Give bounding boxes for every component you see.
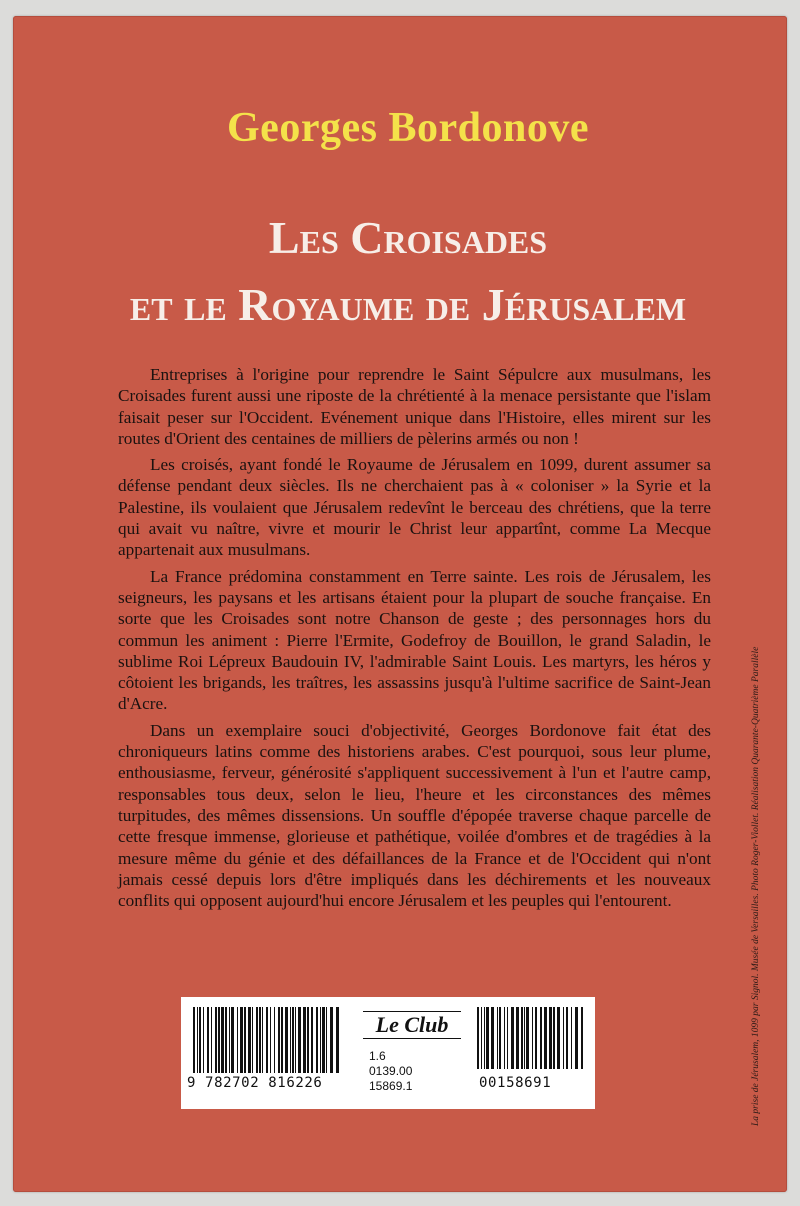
barcode-label [181,997,595,1109]
barcode-bar [215,1007,217,1073]
barcode-bar [326,1007,327,1073]
reference-barcode [477,1007,585,1069]
barcode-bar [481,1007,482,1069]
barcode-bar [290,1007,291,1073]
barcode-bar [336,1007,339,1073]
barcode-bar [491,1007,494,1069]
isbn-number: 9 782702 816226 [187,1075,323,1091]
barcode-bar [295,1007,296,1073]
barcode-bar [504,1007,505,1069]
barcode-bar [278,1007,280,1073]
barcode-bar [281,1007,283,1073]
barcode-bar [221,1007,224,1073]
barcode-bar [274,1007,275,1073]
title-line-2: et le Royaume de Jérusalem [129,279,687,330]
barcode-bar [557,1007,560,1069]
barcode-bar [311,1007,313,1073]
barcode-bar [571,1007,572,1069]
barcode-bar [316,1007,318,1073]
price-codes [369,1049,459,1094]
blurb-paragraph: Entreprises à l'origine pour reprendre le Saint Sépulcre aux musulmans, les Croisades furent aussi une riposte de la chrétienté à la menace persistante que l'islam faisait peser sur l'Occident. Evénement unique dans l'Histoire, elles mirent sur les routes d'Orient des centaines de milliers de pèlerins armés ou non ! [118,365,711,448]
blurb-text [118,364,711,916]
blurb-paragraph: Les croisés, ayant fondé le Royaume de Jérusalem en 1099, durent assumer sa défense pendant deux siècles. Ils ne cherchaient pas à « coloniser » la Syrie et la Palestine, ils voulaient que Jérusalem redevînt le berceau des chrétiens, que la terre qui avait vu naître, vivre et mourir le Christ leur appartînt, comme La Mecque appartenait aux musulmans. [118,455,711,560]
barcode-bar [549,1007,552,1069]
code-line: 1.6 [369,1049,386,1063]
blurb-paragraph: Dans un exemplaire souci d'objectivité, Georges Bordonove fait état des chroniqueurs latins comme des historiens arabes. C'est pourquoi, sous leur plume, enthousiasme, ferveur, générosité s'appliquent successivement à l'un et l'autre camp, responsables tous deux, selon le lieu, l'heure et les circonstances des mêmes turpitudes, des mêmes dissensions. Un souffle d'épopée traverse chaque parcelle de cette fresque immense, glorieuse et pathétique, voilée d'ombres et de tragédies à la mesure même du génie et des défaillances de la France et de l'Occident qui n'ont jamais cessé depuis lors d'être impliqués dans les déchirements et les nouveaux conflits qui opposent aujourd'hui encore Jérusalem et les peuples qui l'entourent. [118,720,711,911]
barcode-bar [237,1007,238,1073]
barcode-bar [330,1007,333,1073]
barcode-bar [540,1007,542,1069]
barcode-bar [259,1007,261,1073]
barcode-bar [285,1007,288,1073]
barcode-bar [516,1007,519,1069]
barcode-bar [244,1007,246,1073]
barcode-bar [497,1007,498,1069]
barcode-bar [231,1007,234,1073]
author-name: Georges Bordonove [227,105,589,151]
barcode-bar [225,1007,227,1073]
barcode-bar [197,1007,198,1073]
barcode-bar [248,1007,251,1073]
barcode-bar [256,1007,258,1073]
barcode-bar [484,1007,485,1069]
barcode-bar [486,1007,489,1069]
barcode-bar [298,1007,301,1073]
barcode-bar [581,1007,583,1069]
barcode-bar [511,1007,514,1069]
image-credit: La prise de Jérusalem, 1099 par Signol. Musée de Versailles. Photo Roger-Viollet. Réalisation Quarante-Quatrième Parallèle [751,646,761,1126]
barcode-bar [229,1007,230,1073]
barcode-bar [553,1007,555,1069]
barcode-bar [266,1007,268,1073]
barcode-bar [507,1007,508,1069]
barcode-bar [535,1007,537,1069]
code-line: 15869.1 [369,1079,413,1093]
barcode-bar [211,1007,212,1073]
publisher-logo [357,1007,467,1043]
barcode-bar [524,1007,525,1069]
barcode-bar [207,1007,209,1073]
barcode-bar [566,1007,568,1069]
barcode-bar [262,1007,263,1073]
barcode-bar [544,1007,547,1069]
barcode-bar [322,1007,325,1073]
barcode-bar [307,1007,309,1073]
barcode-bar [575,1007,578,1069]
barcode-bar [218,1007,220,1073]
reference-number: 00158691 [479,1075,552,1091]
barcode-bar [199,1007,201,1073]
barcode-bar [303,1007,306,1073]
barcode-bar [563,1007,564,1069]
barcode-bar [477,1007,479,1069]
blurb-paragraph: La France prédomina constamment en Terre sainte. Les rois de Jérusalem, les seigneurs, les paysans et les artisans étaient pour la plupart de souche française. En sorte que les Croisades sont notre Chanson de geste ; des personnages hors du commun les animent : Pierre l'Ermite, Godefroy de Bouillon, le grand Saladin, le sublime Roi Lépreux Baudouin IV, l'admirable Saint Louis. Les martyrs, les héros y côtoient les brigands, les traîtres, les assassins jusqu'à l'ultime sacrifice de Saint-Jean d'Acre. [118,566,711,714]
barcode-bar [526,1007,529,1069]
barcode-bar [193,1007,195,1073]
barcode-bar [320,1007,321,1073]
barcode-bar [292,1007,294,1073]
barcode-bar [240,1007,243,1073]
barcode-bar [521,1007,523,1069]
code-line: 0139.00 [369,1064,413,1078]
barcode-bar [499,1007,501,1069]
isbn-barcode [193,1007,339,1073]
barcode-bar [532,1007,533,1069]
barcode-bar [203,1007,204,1073]
publisher-logo-text: Le Club [375,1012,449,1037]
barcode-bar [252,1007,253,1073]
barcode-bar [270,1007,271,1073]
title-line-1: Les Croisades [268,212,548,263]
